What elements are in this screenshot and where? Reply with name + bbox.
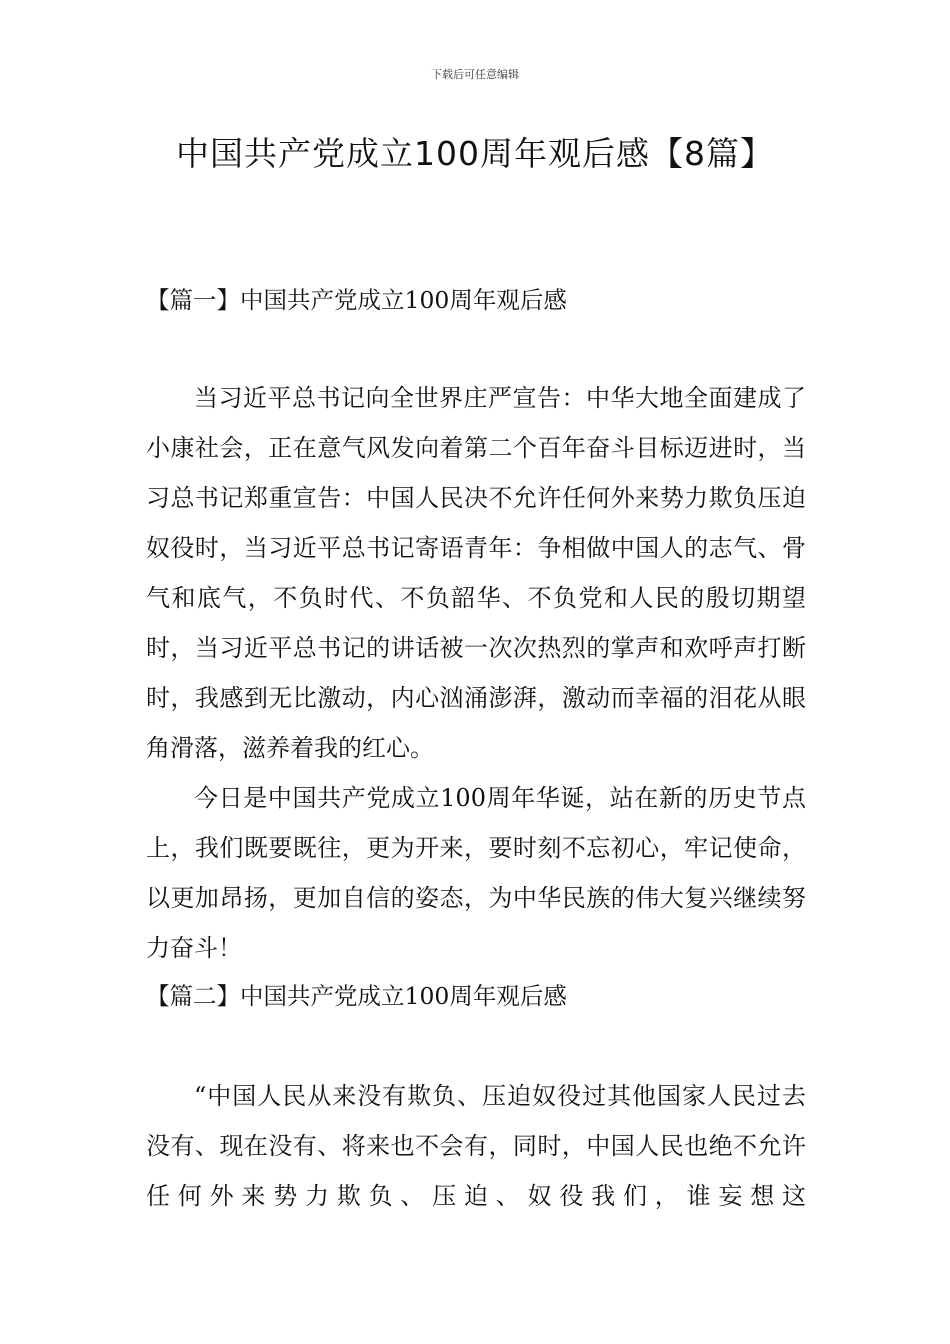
header-note: 下载后可任意编辑 — [431, 68, 519, 81]
section-1-paragraph-2: 今日是中国共产党成立100周年华诞，站在新的历史节点上，我们既要既往，更为开来，要时刻不忘初心，牢记使命，以更加昂扬，更加自信的姿态，为中华民族的伟大复兴继续努力奋斗！ — [146, 784, 806, 962]
document-title: 中国共产党成立100周年观后感【8篇】 — [176, 134, 774, 173]
section-1-paragraph-1: 当习近平总书记向全世界庄严宣告：中华大地全面建成了小康社会，正在意气风发向着第二个百年奋斗目标迈进时，当习总书记郑重宣告：中国人民决不允许任何外来势力欺负压迫奴役时，当习近平总书记寄语青年：争相做中国人的志气、骨气和底气，不负时代、不负韶华、不负党和人民的殷切期望时，当习近平总书记的讲话被一次次热烈的掌声和欢呼声打断时，我感到无比激动，内心汹涌澎湃，激动而幸福的泪花从眼角滑落，滋养着我的红心。 — [146, 384, 806, 762]
section-heading-1: 【篇一】中国共产党成立100周年观后感 — [146, 286, 567, 314]
section-heading-2: 【篇二】中国共产党成立100周年观后感 — [146, 982, 567, 1010]
section-2-paragraph-1: “中国人民从来没有欺负、压迫奴役过其他国家人民过去没有、现在没有、将来也不会有，同时，中国人民也绝不允许任何外来势力欺负、压迫、奴役我们，谁妄想这 — [146, 1082, 806, 1210]
